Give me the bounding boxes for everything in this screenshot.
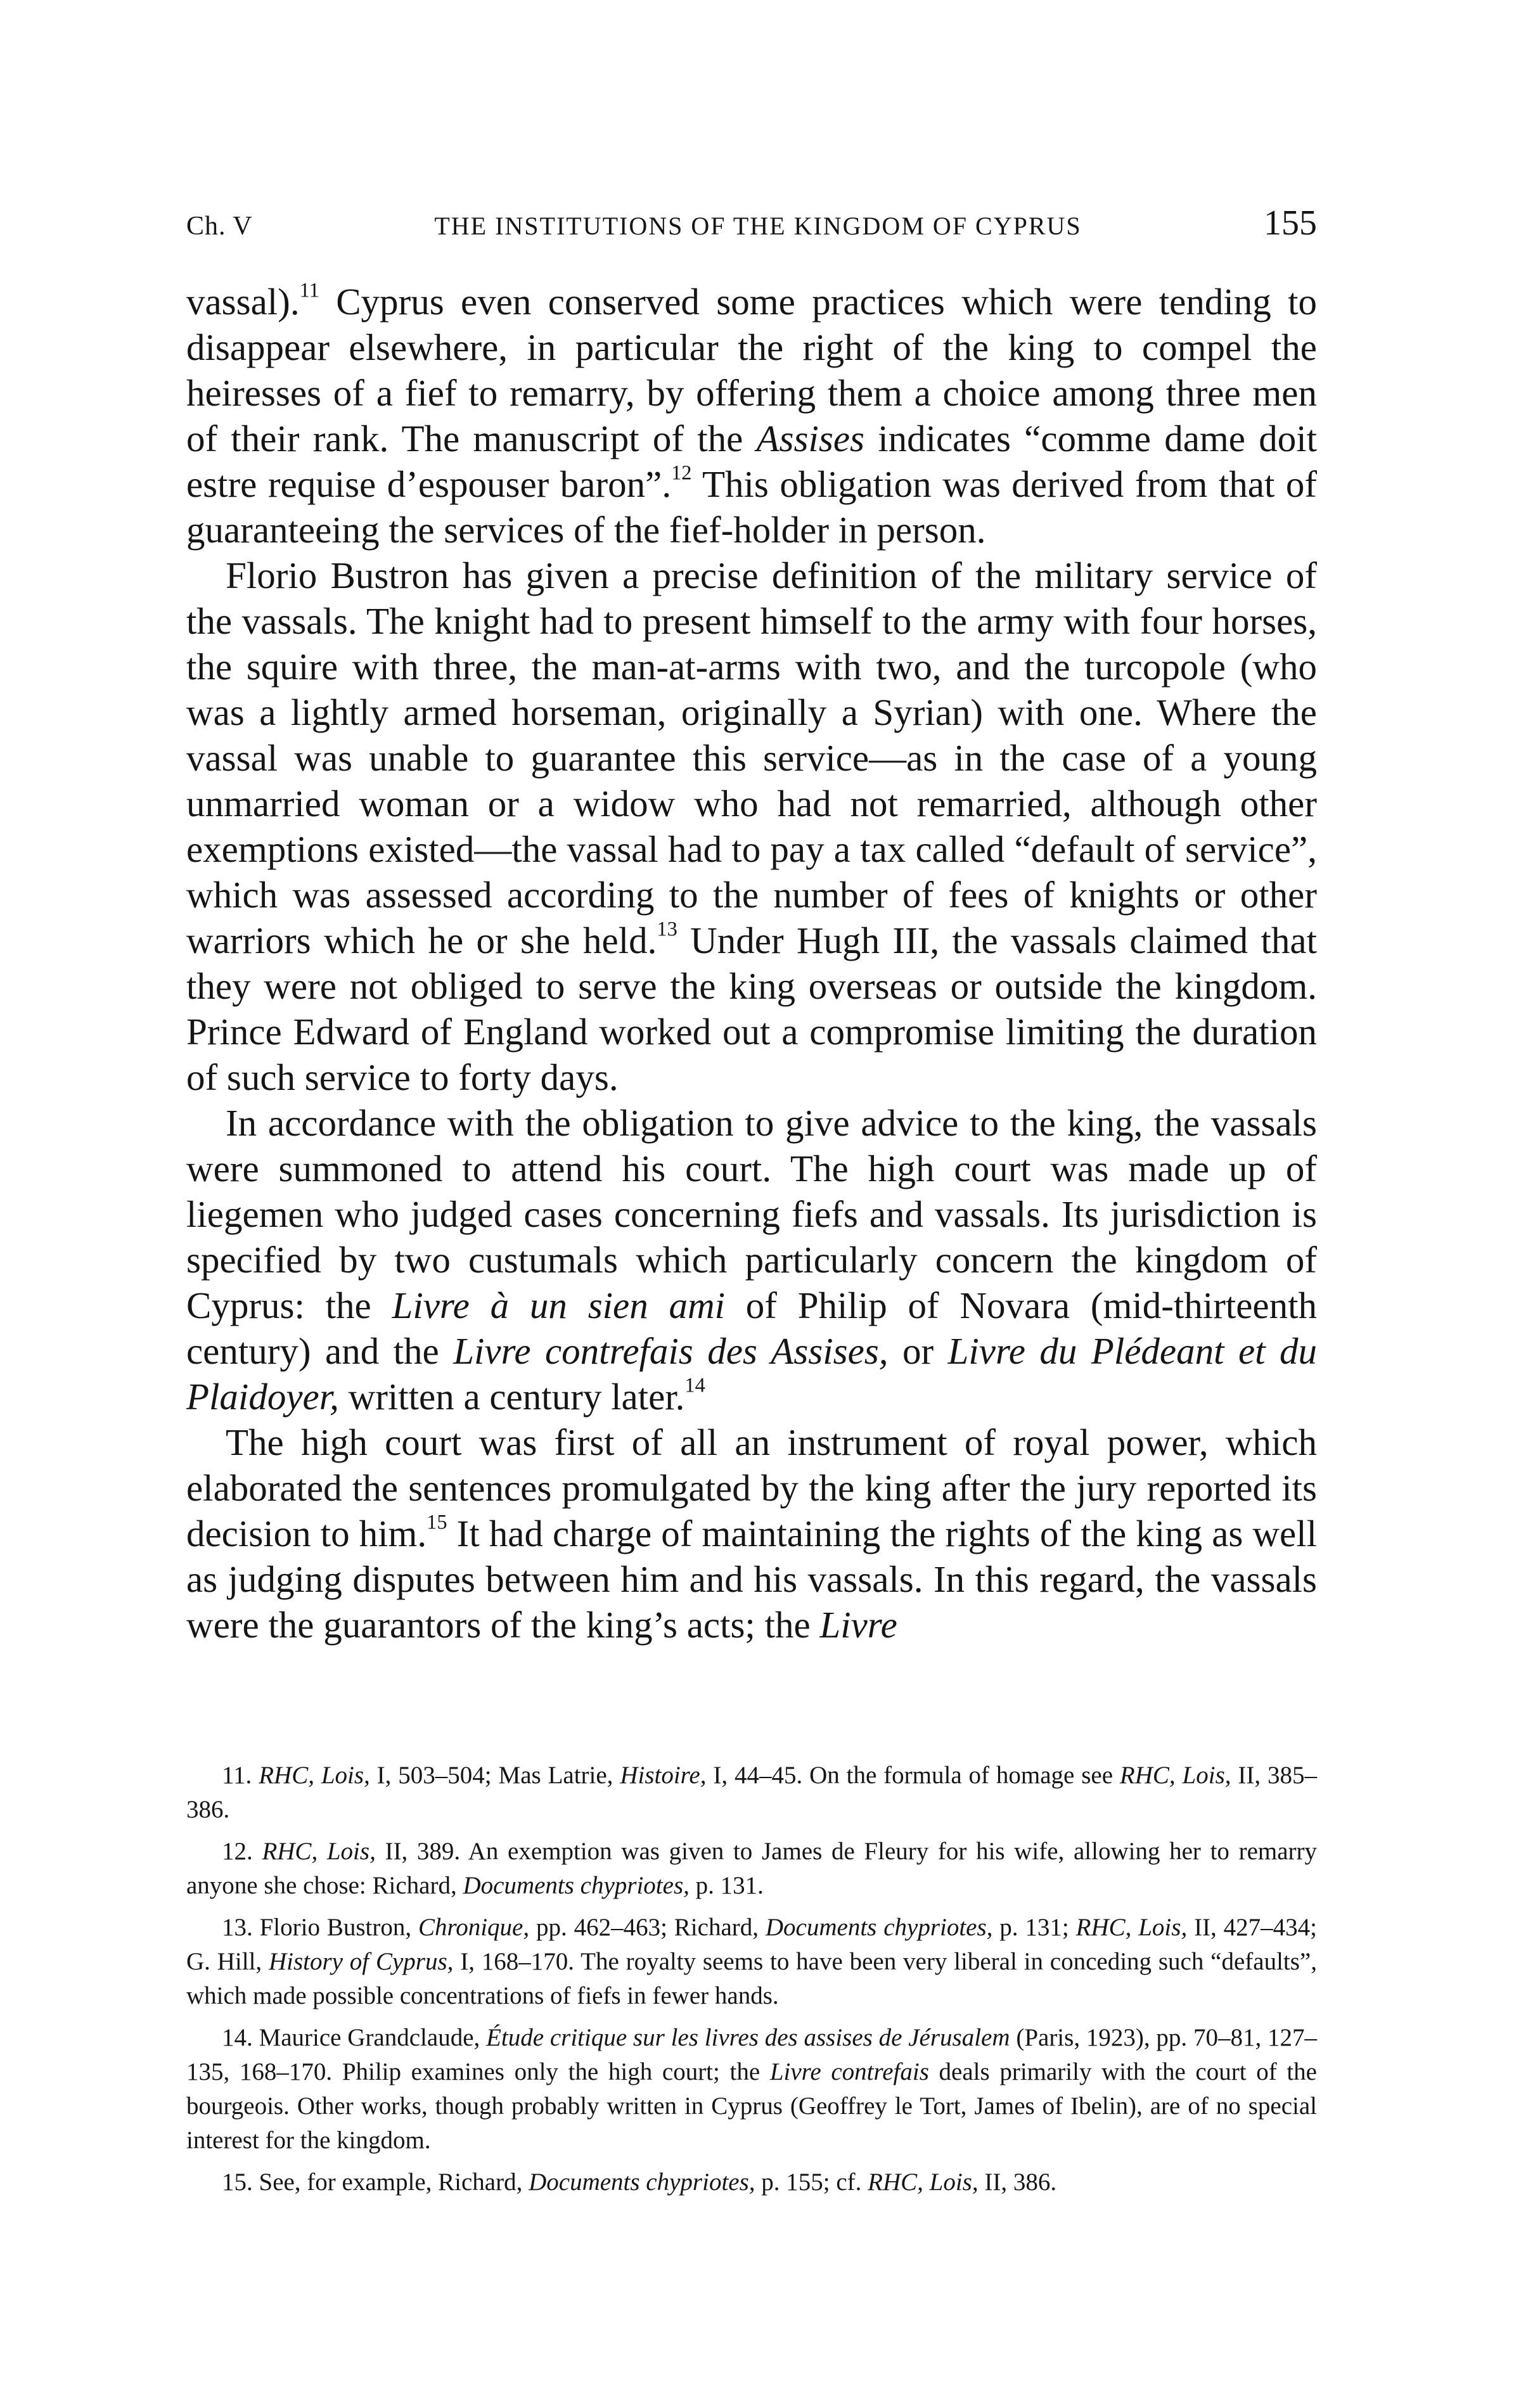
italic-title: Documents chypriotes, <box>529 2168 755 2196</box>
text-run: I, 44–45. On the formula of homage see <box>706 1762 1120 1789</box>
main-text <box>186 279 1317 1648</box>
text-run: or <box>888 1330 948 1372</box>
chapter-label: Ch. V <box>186 212 253 241</box>
italic-title: Livre contrefais <box>769 2058 929 2085</box>
text-run: The high court was first of all an instrument of royal power, which elaborated the sentences promulgated by the king after the jury reported its decision to him. <box>186 1421 1317 1554</box>
footnote-11 <box>186 1758 1317 1827</box>
paragraph-3 <box>186 1100 1317 1419</box>
footnote-number: 13. <box>222 1914 253 1941</box>
text-run: Under Hugh III, the vassals claimed that they were not obliged to serve the king overseas or outside the kingdom. Prince Edward of England worked out a compromise limiting the duration of such service to forty days. <box>186 919 1317 1098</box>
italic-title: Livre <box>819 1604 897 1646</box>
italic-title: Livre du Plédeant et du Plaidoyer, <box>186 1330 1317 1418</box>
text-run: deals primarily with the court of the bourgeois. Other works, though probably written in Cyprus (Geoffrey le Tort, James of Ibelin), are of no special interest for the kingdom. <box>186 2058 1317 2154</box>
text-run: p. 155; cf. <box>755 2168 868 2196</box>
text-run: p. 131. <box>689 1872 764 1899</box>
text-run: Florio Bustron, <box>252 1914 418 1941</box>
italic-title: RHC, Lois, <box>868 2168 979 2196</box>
text-run: II, 427–434; G. Hill, <box>186 1914 1317 1975</box>
footnote-number: 11. <box>222 1762 252 1789</box>
paragraph-1 <box>186 279 1317 553</box>
text-run: Maurice Grandclaude, <box>252 2024 487 2051</box>
text-run: I, 503–504; Mas Latrie, <box>369 1762 620 1789</box>
footnote-ref-14: 14 <box>684 1374 705 1397</box>
text-run: indicates “comme dame doit estre requise d’espouser baron”. <box>186 418 1317 505</box>
text-run: p. 131; <box>992 1914 1076 1941</box>
italic-title: Documents chypriotes, <box>463 1872 690 1899</box>
footnote-number: 15. <box>222 2168 253 2196</box>
footnote-15 <box>186 2165 1317 2200</box>
paragraph-2 <box>186 553 1317 1100</box>
text-run: written a century later. <box>338 1376 685 1418</box>
italic-title: Livre à un sien ami <box>392 1284 726 1326</box>
italic-title: RHC, Lois, <box>259 1762 370 1789</box>
text-run: In accordance with the obligation to give advice to the king, the vassals were summoned to attend his court. The high court was made up of liegemen who judged cases concerning fiefs and vassals. Its jurisdiction is specified by two custumals which particularly concern the kingdom of Cyprus: the <box>186 1102 1317 1326</box>
text-run: Cyprus even conserved some practices which were tending to disappear elsewhere, in particular the right of the king to compel the heiresses of a fief to remarry, by offering them a choice among three men of their rank. The manuscript of the <box>186 281 1317 459</box>
text-run: See, for example, Richard, <box>252 2168 529 2196</box>
running-title: THE INSTITUTIONS OF THE KINGDOM OF CYPRUS <box>434 212 1082 240</box>
text-run: This obligation was derived from that of guaranteeing the services of the fief-holder in person. <box>186 463 1317 551</box>
text-run: Florio Bustron has given a precise definition of the military service of the vassals. The knight had to present himself to the army with four horses, the squire with three, the man-at-arms with two, and the turcopole (who was a lightly armed horseman, originally a Syrian) with one. Where the vassal was unable to guarantee this service—as in the case of a young unmarried woman or a widow who had not remarried, although other exemptions existed—the vassal had to pay a tax called “default of service”, which was assessed according to the number of fees of knights or other warriors which he or she held. <box>186 554 1317 961</box>
footnote-13 <box>186 1911 1317 2013</box>
italic-title: History of Cyprus, <box>268 1948 454 1975</box>
text-run: I, 168–170. The royalty seems to have been very liberal in conceding such “defaults”, which made possible concentrations of fiefs in fewer hands. <box>186 1948 1317 2009</box>
footnote-ref-13: 13 <box>657 918 677 941</box>
italic-title: RHC, Lois, <box>1119 1762 1231 1789</box>
italic-title: Étude critique sur les livres des assises de Jérusalem <box>486 2024 1010 2051</box>
text-run: (Paris, 1923), pp. 70–81, 127–135, 168–170. Philip examines only the high court; the <box>186 2024 1317 2085</box>
footnote-number: 12. <box>222 1838 253 1865</box>
footnote-14 <box>186 2021 1317 2158</box>
text-run: vassal). <box>186 281 300 323</box>
text-run: II, 389. An exemption was given to James de Fleury for his wife, allowing her to remarry anyone she chose: Richard, <box>186 1838 1318 1899</box>
italic-title: RHC, Lois, <box>1075 1914 1188 1941</box>
italic-title: Livre contrefais des Assises, <box>453 1330 889 1372</box>
page-number: 155 <box>1264 203 1317 243</box>
italic-title: Documents chypriotes, <box>765 1914 993 1941</box>
footnote-number: 14. <box>222 2024 253 2051</box>
paragraph-4 <box>186 1419 1317 1648</box>
running-head <box>186 203 1317 253</box>
footnotes <box>186 1758 1317 2207</box>
footnote-ref-15: 15 <box>427 1511 447 1534</box>
footnote-ref-12: 12 <box>671 461 692 485</box>
text-run: It had charge of maintaining the rights of the king as well as judging disputes between him and his vassals. In this regard, the vassals were the guarantors of the king’s acts; the <box>186 1513 1318 1646</box>
footnote-ref-11: 11 <box>299 279 319 302</box>
text-run: of Philip of Novara (mid-thirteenth century) and the <box>186 1284 1317 1372</box>
text-run: II, 386. <box>978 2168 1057 2196</box>
italic-title: Chronique, <box>418 1914 530 1941</box>
text-run: II, 385–386. <box>186 1762 1318 1823</box>
italic-title: Assises <box>756 418 864 459</box>
italic-title: RHC, Lois, <box>262 1838 376 1865</box>
italic-title: Histoire, <box>620 1762 707 1789</box>
text-run: pp. 462–463; Richard, <box>529 1914 766 1941</box>
footnote-12 <box>186 1835 1317 1903</box>
